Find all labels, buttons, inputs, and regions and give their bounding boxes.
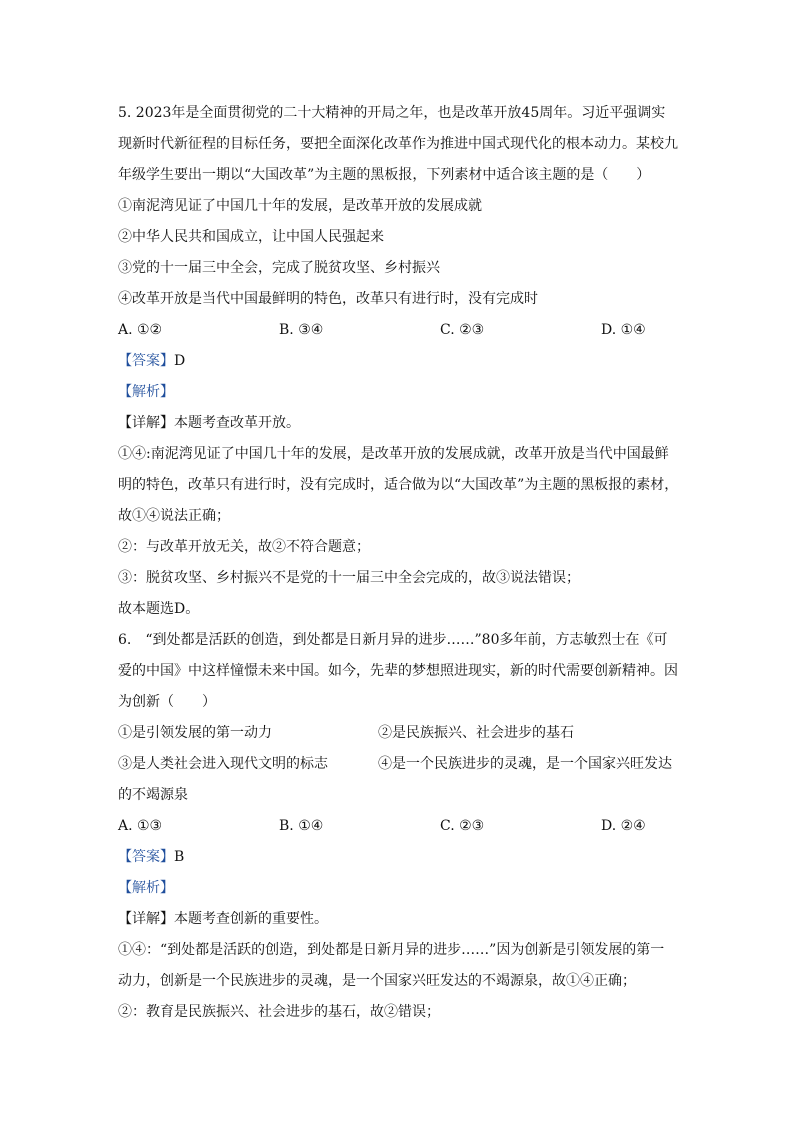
q5-stem-line-3: 年级学生要出一期以“大国改革”为主题的黑板报，下列素材中适合该主题的是（ ）: [118, 167, 651, 183]
q6-options: [118, 811, 680, 842]
answer-tag: 【答案】: [118, 353, 174, 369]
q6-item-4: ④是一个民族进步的灵魂，是一个国家兴旺发达: [378, 756, 672, 772]
detail-text: 本题考查创新的重要性。: [174, 911, 328, 927]
q6-item-4-continued: 的不竭源泉: [118, 787, 188, 803]
answer-tag: 【答案】: [118, 849, 174, 865]
q6-explain-1: ①④：“到处都是活跃的创造，到处都是日新月异的进步……”因为创新是引领发展的第一: [118, 942, 665, 958]
q6-items-row-1: [118, 718, 680, 749]
q5-item-4: ④改革开放是当代中国最鲜明的特色，改革只有进行时，没有完成时: [118, 291, 538, 307]
q6-option-a: A. ①③: [118, 818, 163, 834]
q6-item-2: ②是民族振兴、社会进步的基石: [378, 725, 574, 741]
answer-value: B: [174, 849, 185, 865]
analysis-tag: 【解析】: [118, 384, 174, 400]
analysis-tag: 【解析】: [118, 880, 174, 896]
q5-item-1: ①南泥湾见证了中国几十年的发展，是改革开放的发展成就: [118, 198, 482, 214]
q6-item-3: ③是人类社会进入现代文明的标志: [118, 756, 328, 772]
q6-option-d: D. ②④: [601, 818, 646, 834]
q5-item-3: ③党的十一届三中全会，完成了脱贫攻坚、乡村振兴: [118, 260, 440, 276]
q5-option-a: A. ①②: [118, 322, 163, 338]
q5-stem-line-2: 现新时代新征程的目标任务，要把全面深化改革作为推进中国式现代化的根本动力。某校九: [118, 136, 678, 152]
document-page: [118, 98, 680, 1028]
q5-explain-2: 明的特色，改革只有进行时，没有完成时，适合做为以“大国改革”为主题的黑板报的素材，: [118, 477, 679, 493]
q6-option-c: C. ②③: [440, 818, 485, 834]
q5-explain-5: ③：脱贫攻坚、乡村振兴不是党的十一届三中全会完成的，故③说法错误；: [118, 570, 580, 586]
q5-option-c: C. ②③: [440, 322, 485, 338]
q5-analysis: [118, 377, 680, 408]
q6-item-1: ①是引领发展的第一动力: [118, 725, 272, 741]
detail-tag: 【详解】: [118, 415, 174, 431]
detail-tag: 【详解】: [118, 911, 174, 927]
q6-stem-line-2: 爱的中国》中这样憧憬未来中国。如今，先辈的梦想照进现实，新的时代需要创新精神。因: [118, 663, 678, 679]
q5-stem-line-1: 5. 2023年是全面贯彻党的二十大精神的开局之年，也是改革开放45周年。习近平强调实: [118, 105, 666, 121]
q5-detail: [118, 408, 680, 439]
q6-items-row-2: [118, 749, 680, 780]
q6-explain-3: ②：教育是民族振兴、社会进步的基石，故②错误；: [118, 1004, 440, 1020]
q6-stem-line-3: 为创新（ ）: [118, 694, 216, 710]
q6-stem-line-1: 6. “到处都是活跃的创造，到处都是日新月异的进步……”80多年前，方志敏烈士在《可: [118, 632, 668, 648]
q5-option-d: D. ①④: [601, 322, 646, 338]
q6-detail: [118, 904, 680, 935]
q5-options: [118, 315, 680, 346]
q6-explain-2: 动力，创新是一个民族进步的灵魂，是一个国家兴旺发达的不竭源泉，故①④正确；: [118, 973, 636, 989]
detail-text: 本题考查改革开放。: [174, 415, 300, 431]
q5-explain-6: 故本题选D。: [118, 601, 200, 617]
q5-answer: [118, 346, 680, 377]
q5-explain-4: ②：与改革开放无关，故②不符合题意；: [118, 539, 370, 555]
q6-analysis: [118, 873, 680, 904]
q5-item-2: ②中华人民共和国成立，让中国人民强起来: [118, 229, 384, 245]
q5-explain-3: 故①④说法正确；: [118, 508, 230, 524]
q6-answer: [118, 842, 680, 873]
q6-option-b: B. ①④: [279, 818, 324, 834]
answer-value: D: [174, 353, 186, 369]
q5-explain-1: ①④:南泥湾见证了中国几十年的发展，是改革开放的发展成就，改革开放是当代中国最鲜: [118, 446, 669, 462]
q5-option-b: B. ③④: [279, 322, 324, 338]
